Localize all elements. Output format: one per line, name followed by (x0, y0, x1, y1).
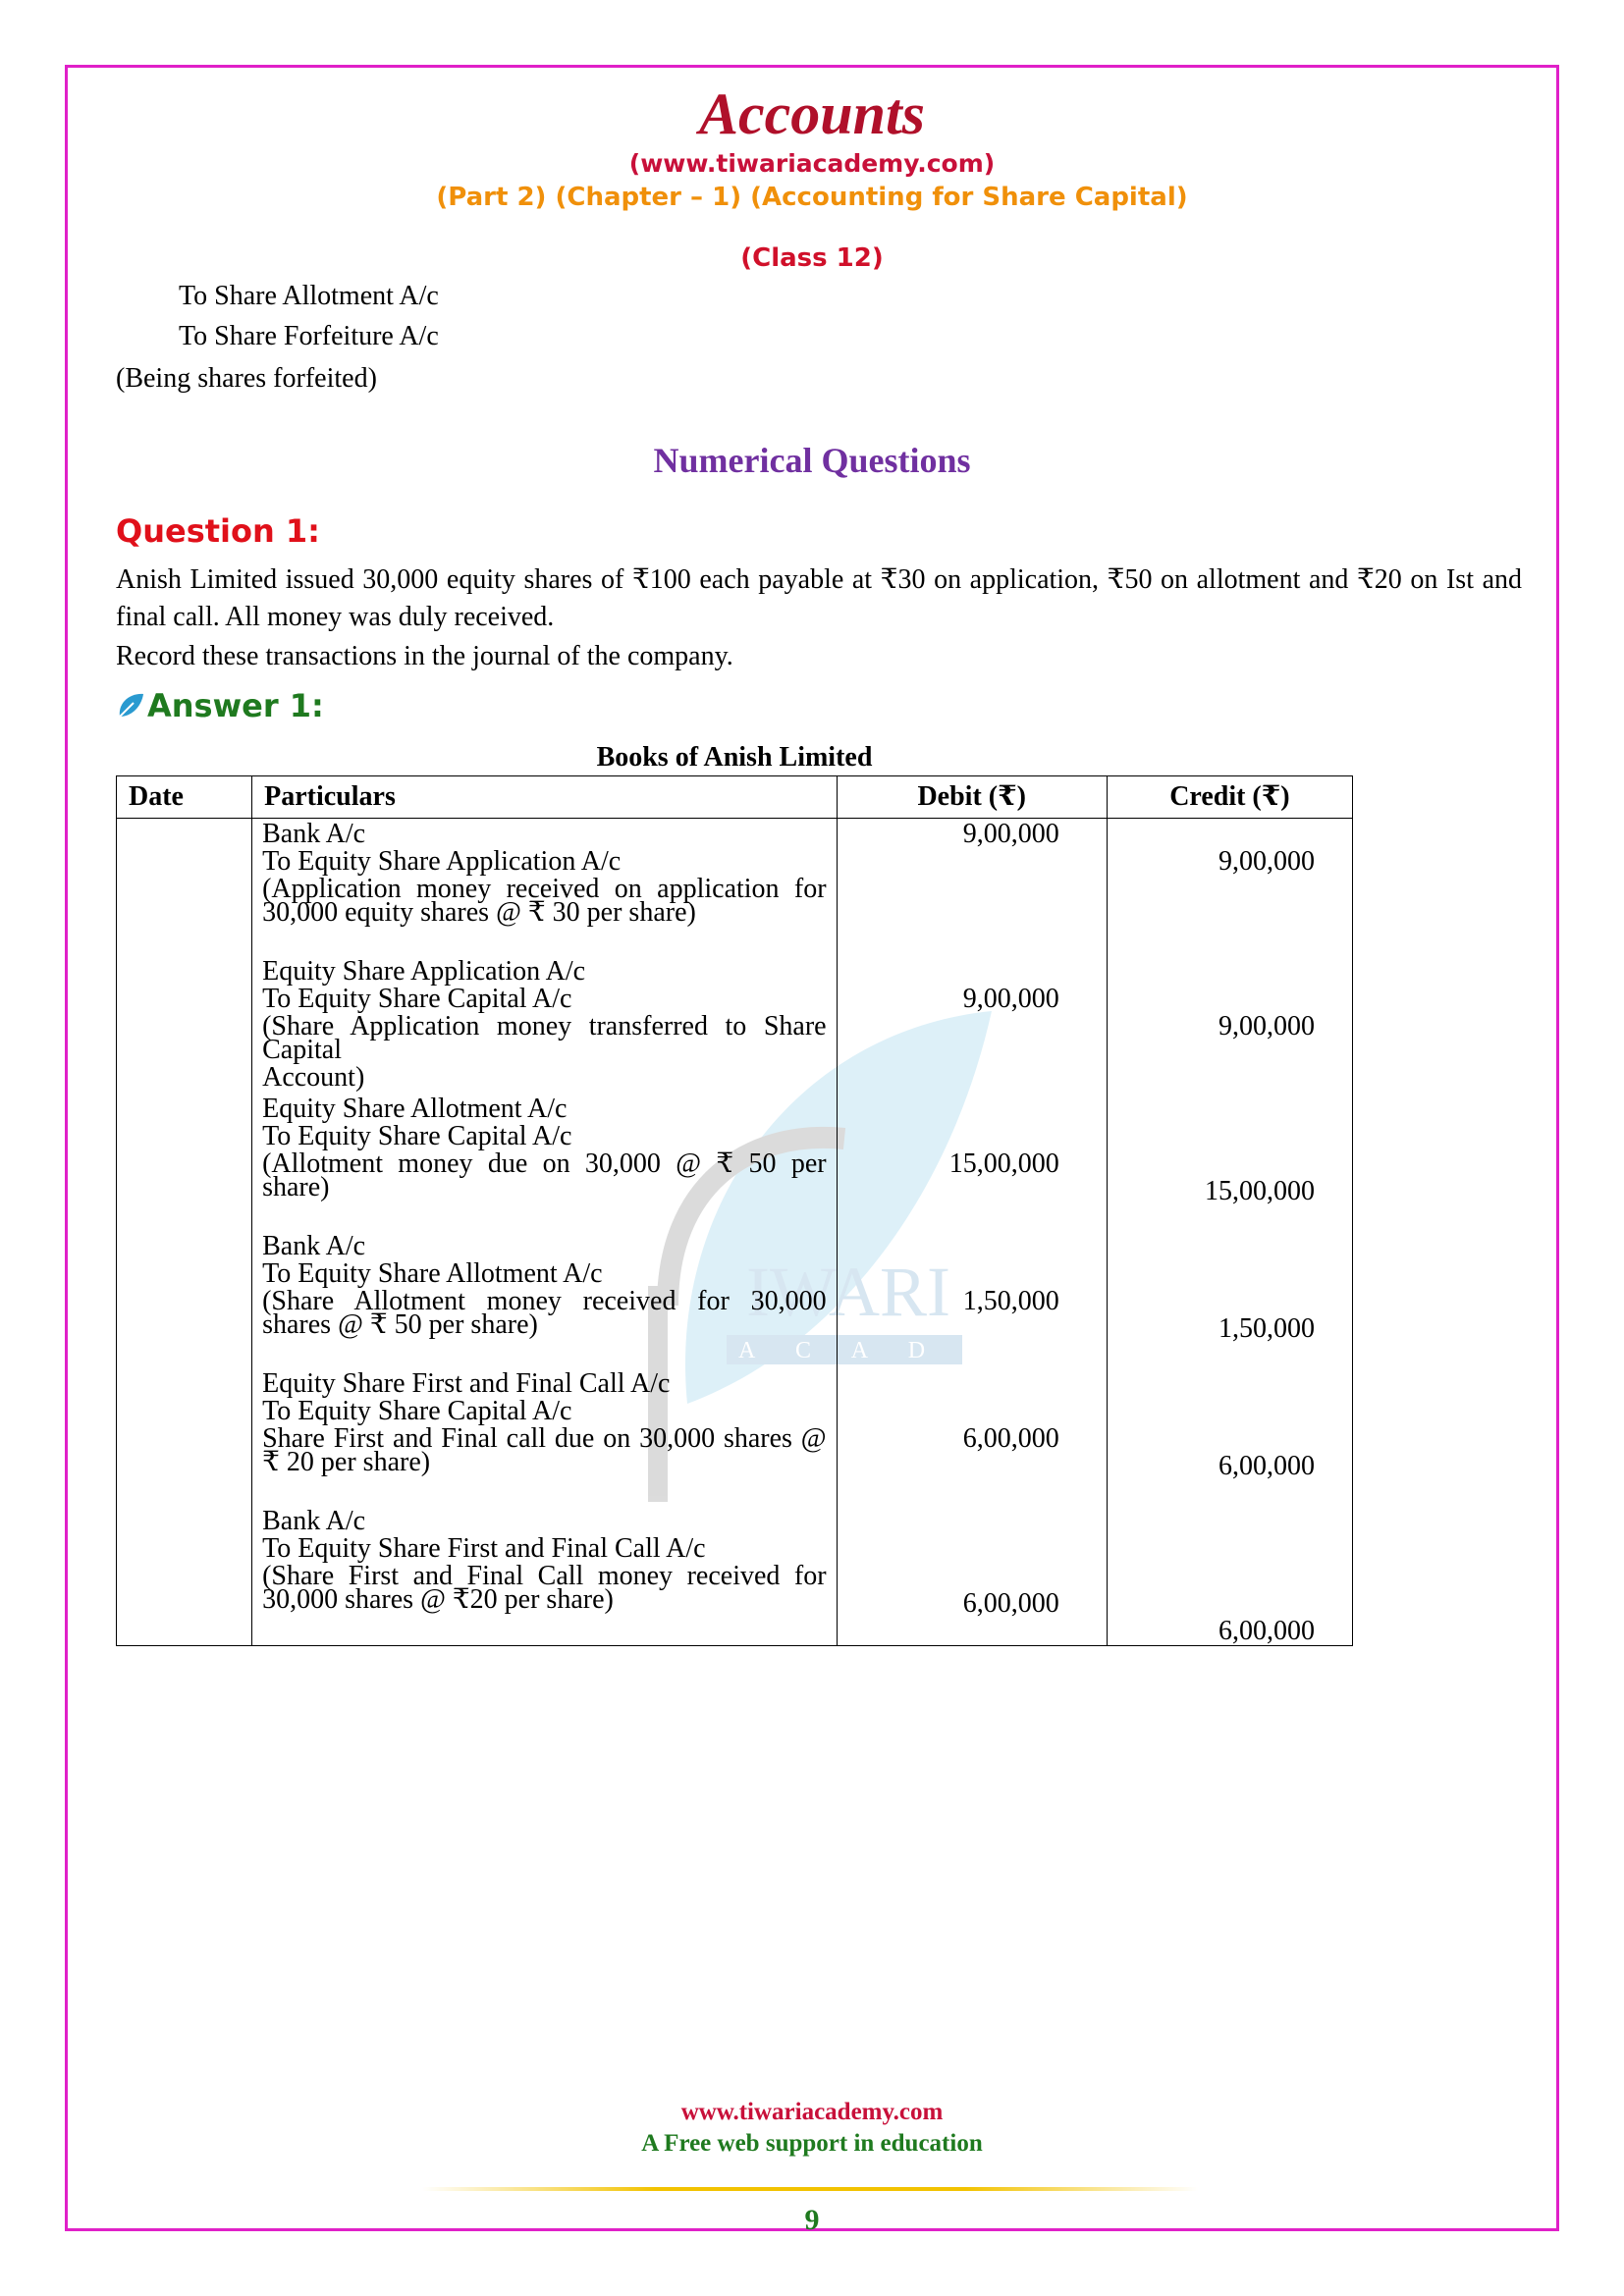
entry-debit-account: Bank A/c (262, 819, 366, 849)
journal-entry (262, 956, 827, 1093)
leaf-icon (116, 691, 145, 721)
svg-text:IWARI: IWARI (746, 1253, 950, 1331)
entry-credit-amount: 6,00,000 (1218, 1451, 1315, 1481)
entry-narration: Share First and Final call due on 30,000 shares @ ₹ 20 per share) (262, 1423, 827, 1477)
entry-credit-amount: 6,00,000 (1218, 1616, 1315, 1646)
page-number: 9 (804, 2204, 820, 2236)
carryover-line-1: To Share Allotment A/c (179, 281, 439, 311)
entry-narration: (Share First and Final Call money received for 30,000 shares @ ₹20 per share) (262, 1561, 827, 1615)
entry-debit-account: Bank A/c (262, 1506, 366, 1536)
entry-narration-extra: Account) (262, 1062, 365, 1093)
entry-narration: (Allotment money due on 30,000 @ ₹ 50 per share) (262, 1148, 827, 1202)
date-column (117, 819, 252, 1646)
answer-heading-block (116, 687, 324, 724)
header-debit: Debit (₹) (837, 776, 1107, 819)
entry-debit-amount: 9,00,000 (962, 984, 1059, 1014)
credit-column (1107, 819, 1352, 1646)
footer-tagline: A Free web support in education (641, 2130, 983, 2157)
table-header-row (117, 776, 1353, 819)
question-body (116, 561, 1522, 675)
entry-credit-account: To Equity Share Allotment A/c (262, 1258, 603, 1289)
journal-entry (262, 1231, 827, 1340)
answer-heading: Answer 1: (147, 687, 324, 724)
entry-debit-account: Equity Share Application A/c (262, 956, 586, 987)
entry-credit-account: To Equity Share Capital A/c (262, 1121, 572, 1151)
particulars-column (252, 819, 837, 1646)
journal-entry (262, 1506, 827, 1615)
entry-credit-amount: 9,00,000 (1218, 846, 1315, 877)
entry-credit-account: To Equity Share Application A/c (262, 846, 622, 877)
debit-column (837, 819, 1107, 1646)
footer-divider (422, 2187, 1198, 2191)
svg-text:A C A D E M Y: A C A D E M Y (738, 1338, 1118, 1363)
entry-credit-account: To Equity Share Capital A/c (262, 1396, 572, 1426)
entry-credit-amount: 1,50,000 (1218, 1313, 1315, 1344)
header-particulars: Particulars (252, 776, 837, 819)
journal-table (116, 775, 1353, 1646)
entry-narration: (Application money received on application for 30,000 equity shares @ ₹ 30 per share) (262, 874, 827, 928)
entry-credit-account: To Equity Share Capital A/c (262, 984, 572, 1014)
carryover-narration: (Being shares forfeited) (116, 363, 377, 394)
entry-debit-amount: 1,50,000 (962, 1286, 1059, 1316)
header-credit: Credit (₹) (1107, 776, 1352, 819)
entry-debit-account: Equity Share First and Final Call A/c (262, 1368, 671, 1399)
chapter-label: (Part 2) (Chapter – 1) (Accounting for Share Capital) (436, 183, 1188, 212)
page-title: Accounts (698, 81, 926, 146)
question-text: Anish Limited issued 30,000 equity shares of ₹100 each payable at ₹30 on application, ₹50 on allotment and ₹20 on Ist and final call. All money was duly received. (116, 564, 1522, 632)
header-site-url: (www.tiwariacademy.com) (628, 149, 996, 178)
entry-credit-account: To Equity Share First and Final Call A/c (262, 1533, 706, 1564)
table-body-row (117, 819, 1353, 1646)
entry-debit-account: Equity Share Allotment A/c (262, 1094, 568, 1124)
entry-debit-account: Bank A/c (262, 1231, 366, 1261)
entry-narration: (Share Allotment money received for 30,000 shares @ ₹ 50 per share) (262, 1286, 827, 1340)
question-instruction: Record these transactions in the journal of the company. (116, 641, 733, 671)
footer-site-url: www.tiwariacademy.com (680, 2099, 944, 2125)
section-heading: Numerical Questions (653, 441, 971, 480)
entry-debit-amount: 15,00,000 (948, 1148, 1059, 1179)
journal-entry (262, 1094, 827, 1202)
header-date: Date (117, 776, 252, 819)
question-heading: Question 1: (116, 512, 320, 550)
journal-entry (262, 819, 827, 928)
entry-debit-amount: 9,00,000 (962, 819, 1059, 849)
entry-debit-amount: 6,00,000 (962, 1588, 1059, 1619)
carryover-line-2: To Share Forfeiture A/c (179, 321, 439, 351)
table-title: Books of Anish Limited (596, 742, 873, 773)
entry-credit-amount: 15,00,000 (1205, 1176, 1315, 1206)
entry-credit-amount: 9,00,000 (1218, 1011, 1315, 1041)
journal-entry (262, 1368, 827, 1477)
entry-debit-amount: 6,00,000 (962, 1423, 1059, 1454)
entry-narration: (Share Application money transferred to Share Capital (262, 1011, 827, 1065)
class-label: (Class 12) (740, 243, 884, 273)
